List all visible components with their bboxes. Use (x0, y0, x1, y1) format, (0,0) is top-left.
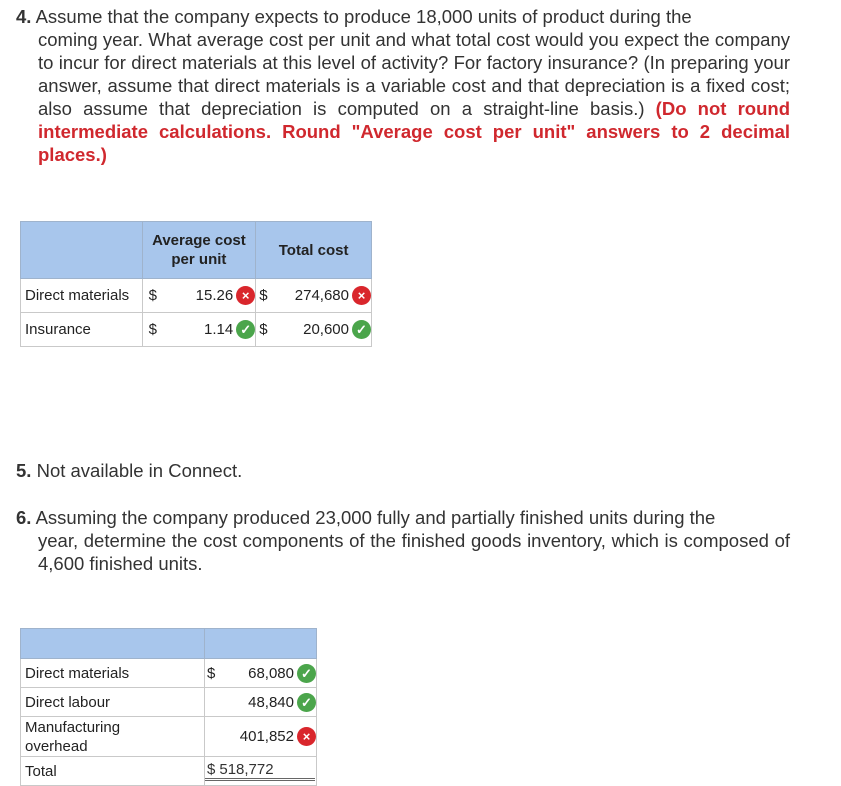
question-first-line: Assuming the company produced 23,000 fully and partially finished units during the (35, 507, 716, 528)
question-text: coming year. What average cost per unit and what total cost would you expect the company to incur for direct materials at this level of activity? For factory insurance? (In preparing your answer, assume that direct materials is a variable cost and that depreciation is a fixed cost; also assume that depreciation is computed on a straight-line basis.) (38, 29, 790, 119)
answer-cell[interactable]: $ 274,680 × (256, 279, 372, 313)
row-label: Total (21, 757, 205, 786)
question-6 (16, 506, 790, 575)
inventory-table (20, 628, 317, 786)
answer-input[interactable]: 15.26 (195, 287, 234, 304)
answer-cell[interactable]: $ 68,080 ✓ (205, 659, 317, 688)
question-number: 4. (16, 6, 32, 27)
row-label: Manufacturing overhead (21, 717, 205, 757)
answer-cell[interactable] (205, 717, 317, 757)
answer-cell[interactable]: $ 20,600 ✓ (256, 313, 372, 347)
correct-icon: ✓ (297, 693, 316, 712)
answer-input[interactable]: 274,680 (294, 287, 349, 304)
incorrect-icon: × (352, 286, 371, 305)
table-row (21, 659, 317, 688)
answer-input[interactable]: 1.14 (204, 321, 234, 338)
row-label: Direct materials (21, 279, 143, 313)
instruction-text: (Do not round intermediate calculations. Round "Average cost per unit" answers to 2 decimal places.) (38, 98, 790, 165)
question-number: 6. (16, 507, 32, 528)
question-text: year, determine the cost components of the finished goods inventory, which is composed of 4,600 finished units. (38, 530, 790, 574)
total-value: 518,772 (219, 761, 274, 778)
question-4 (16, 5, 790, 166)
table-row (21, 313, 372, 347)
header-average-cost: Average cost per unit (142, 222, 256, 279)
correct-icon: ✓ (352, 320, 371, 339)
table-row (21, 279, 372, 313)
answer-cell[interactable]: $ 1.14 ✓ (142, 313, 256, 347)
row-label: Insurance (21, 313, 143, 347)
answer-input[interactable]: 68,080 (248, 664, 294, 682)
answer-cell[interactable] (205, 688, 317, 717)
incorrect-icon: × (236, 286, 255, 305)
table-row (21, 688, 317, 717)
answer-input[interactable]: 401,852 (239, 728, 294, 745)
question-5 (16, 459, 790, 482)
table-header-row (21, 629, 317, 659)
table-row (21, 717, 317, 757)
total-cell: $ 518,772 (205, 757, 317, 786)
question-number: 5. (16, 460, 32, 481)
question-first-line: Assume that the company expects to produce 18,000 units of product during the (35, 6, 692, 27)
header-total-cost: Total cost (256, 222, 372, 279)
correct-icon: ✓ (297, 664, 316, 683)
answer-cell[interactable]: $ 15.26 × (142, 279, 256, 313)
cost-table (20, 221, 372, 347)
question-text: Not available in Connect. (36, 460, 243, 481)
correct-icon: ✓ (236, 320, 255, 339)
table-row-total (21, 757, 317, 786)
table-header-row (21, 222, 372, 279)
row-label: Direct labour (21, 688, 205, 717)
answer-input[interactable]: 20,600 (303, 321, 349, 338)
answer-input[interactable]: 48,840 (248, 693, 294, 711)
row-label: Direct materials (21, 659, 205, 688)
incorrect-icon: × (297, 727, 316, 746)
